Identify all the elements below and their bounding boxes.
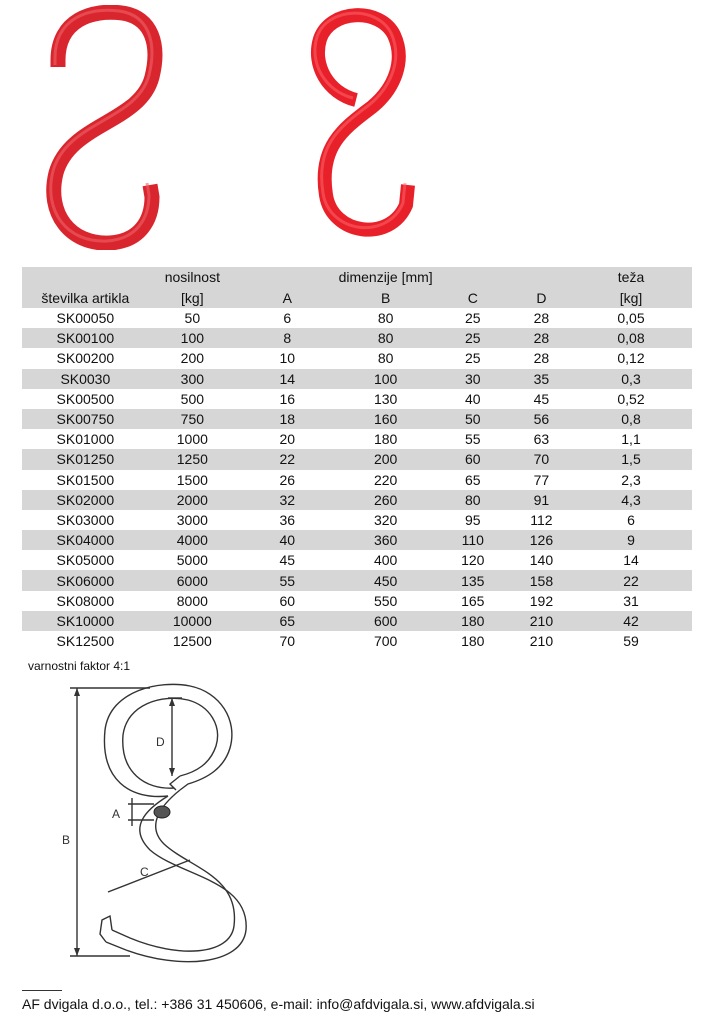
table-row [22, 470, 692, 490]
cell-capacity: 6000 [149, 570, 236, 590]
cell-capacity: 750 [149, 409, 236, 429]
cell-capacity: 50 [184, 310, 201, 327]
cell-article: SK01000 [56, 431, 115, 448]
cell-capacity: 8000 [176, 592, 208, 609]
cell-article: SK05000 [56, 552, 115, 569]
header-c: C [433, 288, 513, 309]
cell-d: 63 [533, 431, 550, 448]
table-row [22, 631, 692, 651]
cell-article: SK06000 [22, 570, 149, 590]
cell-article: SK12500 [56, 633, 115, 650]
cell-a: 32 [236, 490, 339, 510]
cell-weight: 0,8 [570, 409, 692, 429]
cell-a: 40 [236, 530, 339, 550]
cell-article: SK01500 [56, 471, 115, 488]
cell-a: 16 [279, 390, 296, 407]
cell-d: 140 [529, 552, 554, 569]
cell-d: 91 [513, 490, 570, 510]
cell-c: 120 [461, 552, 485, 569]
cell-article: SK00050 [56, 310, 115, 327]
spec-table [22, 267, 692, 651]
cell-capacity: 1000 [176, 431, 208, 448]
cell-article: SK08000 [56, 592, 115, 609]
table-row [22, 550, 692, 570]
cell-c: 40 [465, 390, 481, 407]
cell-b: 360 [339, 530, 433, 550]
cell-c: 25 [465, 350, 481, 367]
cell-capacity: 10000 [149, 611, 236, 631]
cell-a: 14 [236, 369, 339, 389]
cell-a: 18 [236, 409, 339, 429]
cell-d: 112 [530, 511, 553, 528]
cell-a: 65 [236, 611, 339, 631]
cell-article: SK0030 [22, 369, 149, 389]
cell-weight: 6 [627, 511, 635, 528]
cell-weight: 1,5 [570, 449, 692, 469]
cell-capacity: 1500 [176, 471, 208, 488]
cell-d: 28 [513, 328, 570, 348]
header-row-bottom [22, 288, 692, 309]
table-row [22, 348, 692, 368]
cell-weight: 14 [623, 552, 639, 569]
header-b: B [339, 288, 433, 309]
cell-article: SK03000 [56, 511, 115, 528]
footer-contact: AF dvigala d.o.o., tel.: +386 31 450606, e-mail: info@afdvigala.si, www.afdvigala.si [22, 996, 535, 1012]
table-row [22, 369, 692, 389]
cell-c: 60 [433, 449, 513, 469]
cell-b: 80 [377, 350, 394, 367]
cell-weight: 0,08 [570, 328, 692, 348]
cell-d: 28 [533, 350, 550, 367]
cell-article: SK00200 [56, 350, 115, 367]
table-row [22, 409, 692, 429]
cell-d: 158 [513, 570, 570, 590]
cell-capacity: 12500 [172, 633, 212, 650]
cell-capacity: 500 [180, 390, 205, 407]
cell-c: 55 [465, 431, 481, 448]
cell-capacity: 300 [149, 369, 236, 389]
cell-b: 130 [373, 390, 398, 407]
cell-d: 56 [513, 409, 570, 429]
cell-capacity: 1250 [149, 449, 236, 469]
dimension-label-c: C [140, 865, 149, 879]
dimension-label-b: B [62, 833, 71, 847]
footer-divider [22, 990, 62, 991]
table-row [22, 429, 692, 449]
cell-a: 22 [236, 449, 339, 469]
cell-weight: 4,3 [570, 490, 692, 510]
cell-c: 30 [433, 369, 513, 389]
cell-weight: 2,3 [621, 471, 641, 488]
cell-capacity: 4000 [149, 530, 236, 550]
header-d: D [513, 288, 570, 309]
cell-weight: 9 [570, 530, 692, 550]
cell-a: 70 [279, 633, 296, 650]
safety-factor-note: varnostni faktor 4:1 [28, 659, 131, 673]
cell-c: 180 [461, 633, 485, 650]
cell-b: 550 [373, 592, 398, 609]
cell-d: 70 [513, 449, 570, 469]
dimension-label-a: A [112, 807, 121, 821]
cell-c: 50 [433, 409, 513, 429]
cell-d: 28 [533, 310, 550, 327]
cell-b: 220 [373, 471, 398, 488]
s-hook-photo-right [290, 5, 440, 250]
table-row [22, 510, 692, 530]
table-row [22, 389, 692, 409]
cell-b: 700 [373, 633, 398, 650]
table-row [22, 308, 692, 328]
cell-b: 260 [339, 490, 433, 510]
table-row [22, 449, 692, 469]
table-row [22, 490, 692, 510]
cell-d: 77 [533, 471, 550, 488]
cell-b: 100 [339, 369, 433, 389]
header-capacity: nosilnost [149, 267, 236, 288]
cell-c: 25 [465, 310, 481, 327]
cell-b: 180 [373, 431, 398, 448]
cell-weight: 31 [623, 592, 639, 609]
cell-d: 35 [513, 369, 570, 389]
cell-c: 165 [461, 592, 485, 609]
cell-b: 80 [377, 310, 394, 327]
cell-capacity: 200 [180, 350, 205, 367]
cell-capacity: 3000 [176, 511, 208, 528]
cell-weight: 0,52 [617, 390, 645, 407]
table-row [22, 591, 692, 611]
spec-table-body [22, 308, 692, 651]
cell-weight: 22 [570, 570, 692, 590]
cell-weight: 42 [570, 611, 692, 631]
cell-article: SK02000 [22, 490, 149, 510]
cell-article: SK00750 [22, 409, 149, 429]
cell-b: 200 [339, 449, 433, 469]
cell-b: 80 [339, 328, 433, 348]
header-article: številka artikla [22, 288, 149, 309]
cell-b: 320 [373, 511, 398, 528]
header-capacity-unit: [kg] [149, 288, 236, 309]
cell-d: 210 [513, 611, 570, 631]
cell-a: 20 [279, 431, 296, 448]
cell-article: SK00100 [22, 328, 149, 348]
cell-weight: 0,12 [617, 350, 645, 367]
header-dimensions: dimenzije [mm] [339, 267, 433, 288]
cell-a: 8 [236, 328, 339, 348]
cell-capacity: 5000 [176, 552, 208, 569]
cell-b: 450 [339, 570, 433, 590]
s-hook-dimension-drawing [50, 680, 270, 970]
cell-b: 400 [373, 552, 398, 569]
cell-article: SK10000 [22, 611, 149, 631]
cell-b: 160 [339, 409, 433, 429]
cell-d: 45 [533, 390, 550, 407]
dimension-label-d: D [156, 735, 165, 749]
cell-capacity: 2000 [149, 490, 236, 510]
cell-b: 600 [339, 611, 433, 631]
cell-c: 135 [433, 570, 513, 590]
cell-weight: 1,1 [621, 431, 641, 448]
cell-weight: 0,3 [570, 369, 692, 389]
s-hook-photo-left [30, 5, 180, 250]
cell-capacity: 100 [149, 328, 236, 348]
cell-c: 25 [433, 328, 513, 348]
cell-article: SK04000 [22, 530, 149, 550]
cell-a: 36 [279, 511, 296, 528]
cell-a: 10 [279, 350, 296, 367]
table-row [22, 530, 692, 550]
cell-c: 65 [465, 471, 481, 488]
cell-article: SK00500 [56, 390, 115, 407]
cell-article: SK01250 [22, 449, 149, 469]
cell-a: 55 [236, 570, 339, 590]
table-row [22, 611, 692, 631]
cell-a: 60 [279, 592, 296, 609]
cell-c: 95 [465, 511, 481, 528]
cell-c: 110 [433, 530, 513, 550]
header-weight-unit: [kg] [570, 288, 692, 309]
cell-a: 45 [279, 552, 296, 569]
cell-c: 180 [433, 611, 513, 631]
cell-d: 126 [513, 530, 570, 550]
header-a: A [236, 288, 339, 309]
cell-d: 210 [529, 633, 554, 650]
cell-d: 192 [529, 592, 554, 609]
table-row [22, 570, 692, 590]
cell-c: 80 [433, 490, 513, 510]
cell-a: 26 [279, 471, 296, 488]
header-row-top [22, 267, 692, 288]
header-weight: teža [570, 267, 692, 288]
cell-a: 6 [283, 310, 292, 327]
table-row [22, 328, 692, 348]
cell-weight: 59 [623, 633, 639, 650]
cell-weight: 0,05 [617, 310, 645, 327]
header-empty [22, 267, 149, 288]
